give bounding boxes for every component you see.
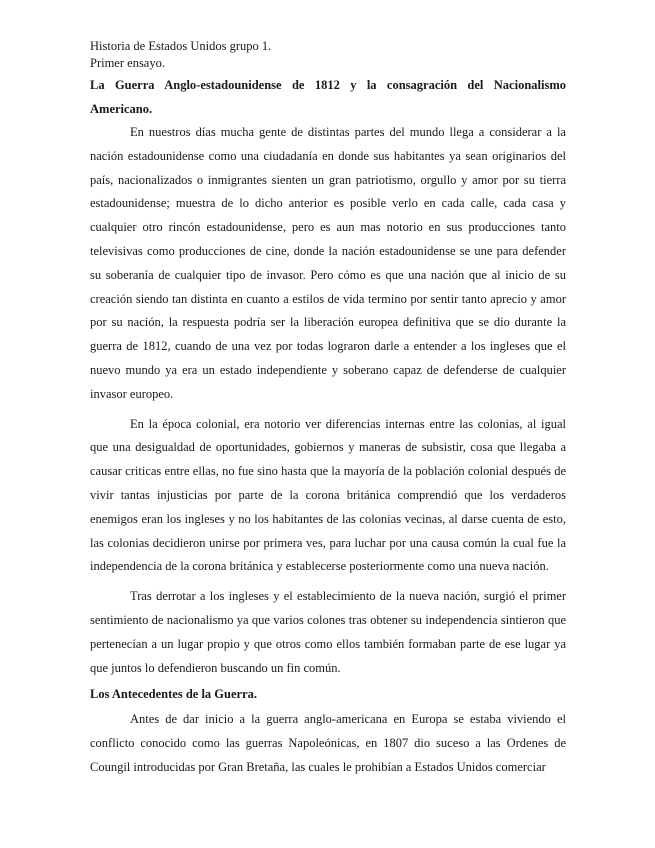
paragraph-4: Antes de dar inicio a la guerra anglo-americana en Europa se estaba viviendo el conflicto conocido como las guerras Napoleónicas, en 1807 dio suceso a las Ordenes de Coungil introducidas por Gran Bretaña, las cuales le prohibían a Estados Unidos comerciar bbox=[90, 712, 566, 774]
paragraph-2: En la época colonial, era notorio ver diferencias internas entre las colonias, al igual que una desigualdad de oportunidades, gobiernos y maneras de subsistir, cosa que llegaba a causar criticas entre ellas, no fue sino hasta que la mayoría de la población colonial después de vivir tantas injusticias por parte de la corona británica comprendió que los verdaderos enemigos eran los ingleses y no los habitantes de las colonias vecinas, al darse cuenta de esto, las colonias decidieron unirse por primera ves, para luchar por una causa común la cual fue la independencia de la corona británica y establecerse posteriormente como una nueva nación. bbox=[90, 416, 566, 574]
paragraph-1: En nuestros días mucha gente de distintas partes del mundo llega a considerar a la nación estadounidense como una ciudadanía en donde sus habitantes ya sean originarios del país, nacionalizados o inmigrantes sienten un gran patriotismo, orgullo y amor por su tierra estadounidense; muestra de lo dicho anterior es posible verlo en cada calle, cada casa y cualquier otro rincón estadounidense, pero es aun mas notorio en sus producciones tanto televisivas como producciones de cine, donde la nación estadounidense se une para defender su soberanía de cualquier tipo de invasor. Pero cómo es que una nación que al inicio de su creación siendo tan distinta en cuanto a estilos de vida termino por sentir tanto aprecio y amor por su nación, la respuesta podría ser la liberación europea definitiva que se dio durante la guerra de 1812, cuando de una vez por todas lograron darle a entender a los ingleses que el nuevo mundo ya era un estado independiente y soberano capaz de defenderse de cualquier invasor europeo. bbox=[90, 125, 566, 401]
course-line: Historia de Estados Unidos grupo 1. bbox=[90, 39, 272, 53]
section-heading: Los Antecedentes de la Guerra. bbox=[90, 687, 257, 702]
essay-title: La Guerra Anglo-estadounidense de 1812 y la consagración del Nacionalismo Americano. bbox=[90, 78, 566, 116]
paragraph-3: Tras derrotar a los ingleses y el establecimiento de la nueva nación, surgió el primer sentimiento de nacionalismo ya que varios colones tras obtener su independencia sintieron que pertenecían a un lugar propio y que otros como ellos también formaban parte de ese lugar ya que juntos lo defendieron buscando un fin común. bbox=[90, 589, 566, 675]
document-page bbox=[90, 38, 566, 786]
assignment-line: Primer ensayo. bbox=[90, 56, 165, 70]
